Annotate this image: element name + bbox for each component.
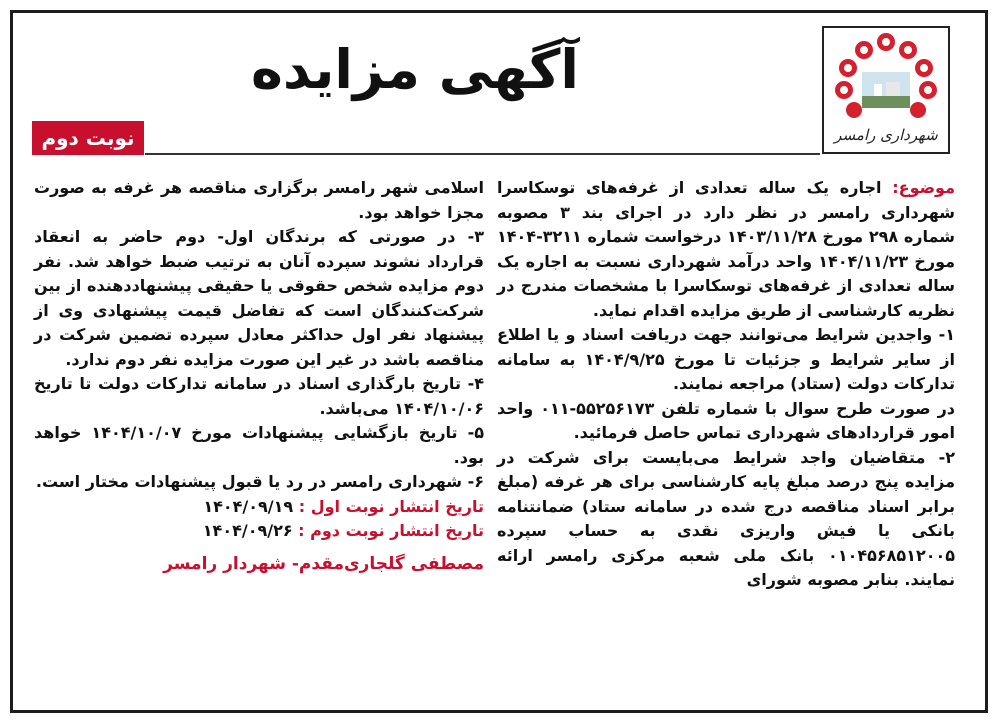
publication-second [34,519,484,544]
item-2: ۲- متقاضیان واجد شرایط می‌بایست برای شرکت در مزایده پنج درصد مبلغ پایه کارشناسی برای هر غرفه (مبلغ برابر اسناد مناقصه درج شده در سامانه ستاد) ضمانتنامه بانکی یا فیش واریزی نقدی به حساب سپرده ۰۱۰۴۵۶۸۵۱۲۰۰۵ بانک ملی شعبه مرکزی رامسر ارائه نمایند. بنابر مصوبه شورای [497,447,955,589]
notice-title: آگهی مزایده [251,38,579,101]
mayor-signature: مصطفی گلجاری‌مقدم- شهردار رامسر [163,553,484,574]
item-3: ۳- در صورتی که برندگان اول- دوم حاضر به انعقاد قرارداد نشوند سپرده آنان به ترتیب ضبط خواهد شد. نفر دوم مزایده شخص حقوقی یا حقیقی پیشنهاددهنده از بین شرکت‌کنندگان است که تفاضل قیمت پیشنهادی وی از پیشنهاد نفر اول حداکثر معادل سپرده تضمین شرکت در مناقصه باشد در غیر این صورت مزایده نفر دوم ندارد. [34,227,484,369]
pub1-label: تاریخ انتشار نوبت اول : [293,496,484,516]
right-column [497,176,955,593]
subject-label: موضوع: [892,178,955,197]
pub2-label: تاریخ انتشار نوبت دوم : [292,521,484,540]
continuation-paragraph: اسلامی شهر رامسر برگزاری مناقصه هر غرفه به صورت مجزا خواهد بود. [34,178,484,222]
pub1-date: ۱۴۰۴/۰۹/۱۹ [203,496,294,516]
round-badge: نوبت دوم [32,121,144,155]
left-column [34,176,484,576]
contact-paragraph: در صورت طرح سوال با شماره تلفن ۵۵۲۵۶۱۷۳-۰۱۱ واحد امور قراردادهای شهرداری تماس حاصل فرمائید. [497,398,955,442]
headline-divider [145,153,820,155]
item-6: ۶- شهرداری رامسر در رد یا قبول پیشنهادات مختار است. [35,472,484,491]
subject-paragraph [497,176,955,323]
logo-text: شهرداری رامسر [834,126,938,144]
intro-text: اجاره یک ساله تعدادی از غرفه‌های توسکاسرا شهرداری رامسر در نظر دارد در اجرای بند ۳ مصوبه شماره ۲۹۸ مورخ ۱۴۰۳/۱۱/۲۸ درخواست شماره ۳۲۱۱-۱۴۰۴ مورخ ۱۴۰۴/۱۱/۲۳ واحد درآمد شهرداری نسبت به اجاره یک ساله تعدادی از غرفه‌های توسکاسرا با مشخصات مندرج در نظریه کارشناسی از طریق مزایده اقدام نماید. [497,178,956,320]
municipality-logo [822,26,950,154]
pub2-date: ۱۴۰۴/۰۹/۲۶ [202,521,293,540]
item-5: ۵- تاریخ بازگشایی پیشنهادات مورخ ۱۴۰۴/۱۰/۰۷ خواهد بود. [34,423,484,467]
publication-first [34,495,484,520]
item-1: ۱- واجدین شرایط می‌توانند جهت دریافت اسناد و یا اطلاع از سایر شرایط و جزئیات تا مورخ ۱۴۰۴/۹/۲۵ به سامانه تدارکات دولت (ستاد) مراجعه نمایند. [497,325,956,393]
item-4: ۴- تاریخ بارگذاری اسناد در سامانه تدارکات دولت تا تاریخ ۱۴۰۴/۱۰/۰۶ می‌باشد. [34,374,484,418]
